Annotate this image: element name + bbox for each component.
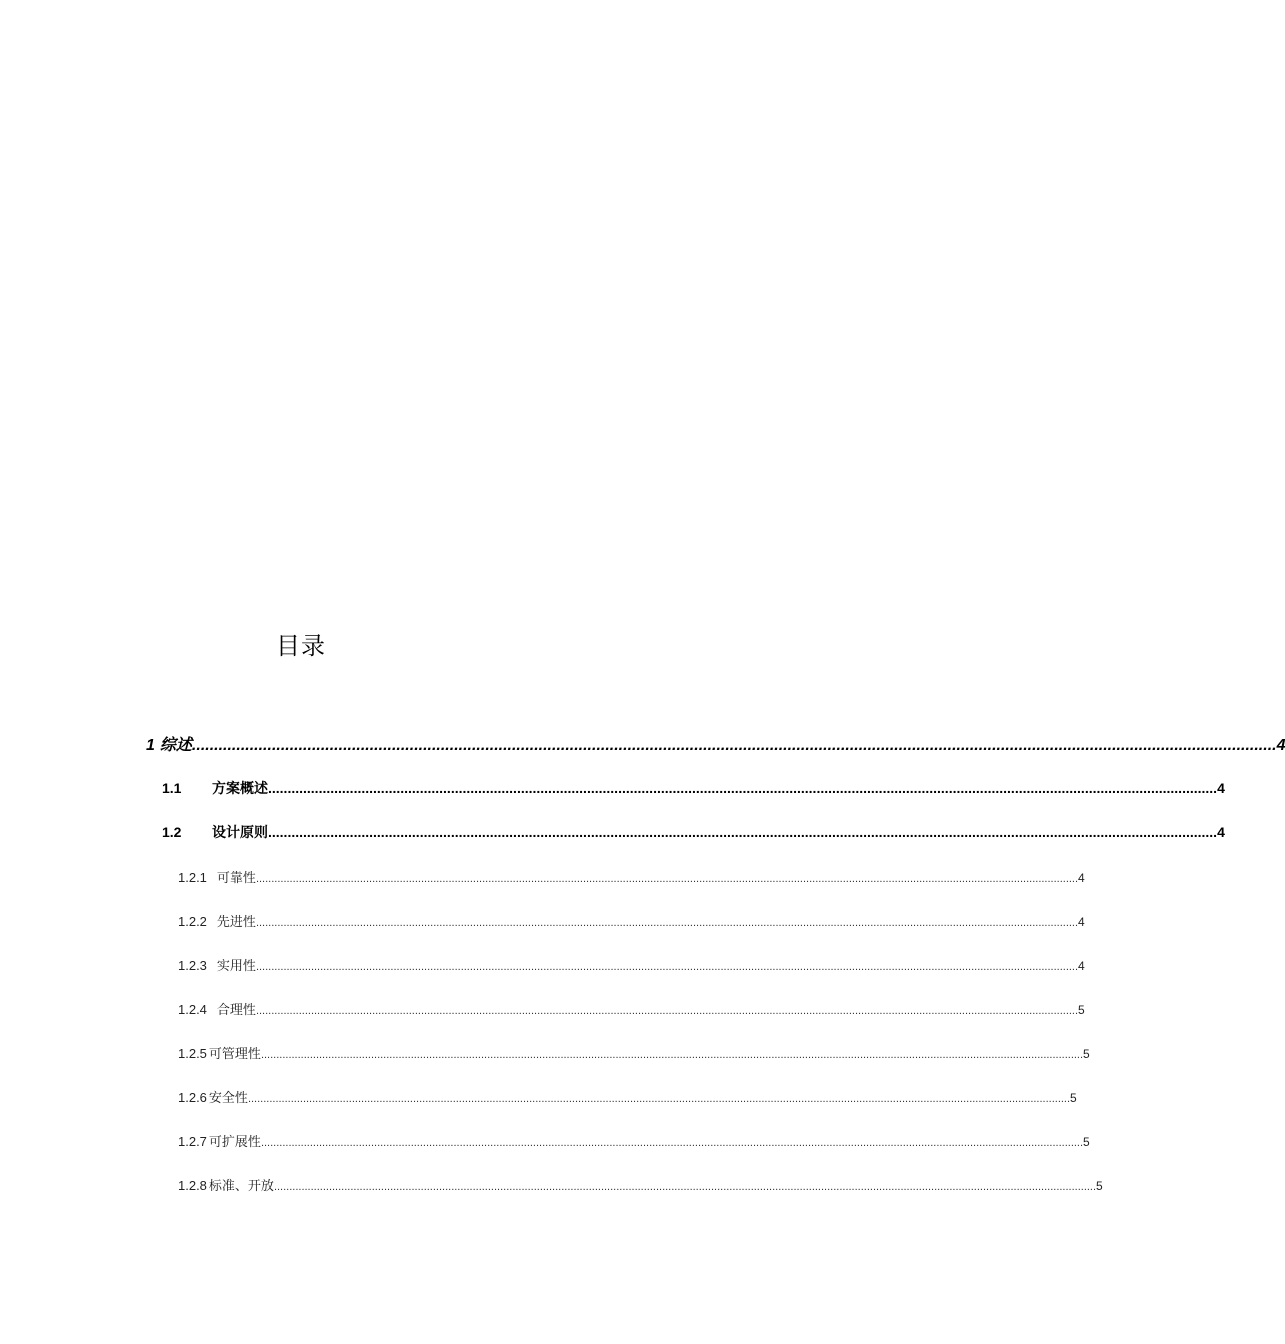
- toc-entry-1-2-8[interactable]: [178, 1175, 1103, 1194]
- toc-entry-number: 1.2.6: [178, 1090, 207, 1105]
- toc-entry-page: 5: [1070, 1091, 1077, 1105]
- toc-leader-dots: .............................................................................................................................................................................................................................................................................: [255, 873, 1079, 885]
- toc-entry-number: 1.2.7: [178, 1134, 207, 1149]
- toc-entry-page: 5: [1083, 1135, 1090, 1149]
- toc-entry-page: 5: [1078, 1003, 1085, 1017]
- toc-entry-text: 合理性: [216, 1002, 256, 1017]
- toc-entry-1-2[interactable]: [162, 822, 1225, 842]
- toc-entry-text: 综述: [159, 737, 192, 754]
- toc-entry-page: 4: [1078, 959, 1085, 973]
- toc-entry-1[interactable]: [146, 732, 1285, 755]
- toc-leader-dots: .............................................................................................................................................................................................................................................................................: [255, 1005, 1079, 1017]
- toc-entry-text: 可扩展性: [208, 1134, 261, 1149]
- toc-entry-1-2-7[interactable]: [178, 1131, 1090, 1150]
- toc-entry-page: 5: [1083, 1047, 1090, 1061]
- toc-entry-number: 1.2.3: [178, 958, 207, 973]
- toc-entry-text: 可管理性: [208, 1046, 261, 1061]
- toc-entry-number: 1.2.8: [178, 1178, 207, 1193]
- toc-title: 目录: [276, 632, 326, 660]
- toc-entry-number: 1.2: [162, 824, 182, 840]
- toc-entry-1-1[interactable]: [162, 778, 1225, 798]
- toc-entry-1-2-4[interactable]: [178, 999, 1085, 1018]
- toc-entry-page: 4: [1078, 915, 1085, 929]
- toc-entry-text: 设计原则: [212, 824, 268, 840]
- toc-leader-dots: ....................................................................................................................................................................................................................................................: [268, 780, 1218, 796]
- toc-entry-1-2-5[interactable]: [178, 1043, 1090, 1062]
- toc-entry-page: 4: [1078, 871, 1085, 885]
- toc-entry-1-2-6[interactable]: [178, 1087, 1077, 1106]
- toc-entry-page: 5: [1096, 1179, 1103, 1193]
- toc-entry-number: 1.2.4: [178, 1002, 207, 1017]
- toc-entry-number: 1.1: [162, 780, 182, 796]
- toc-entry-text: 实用性: [216, 958, 256, 973]
- toc-leader-dots: .............................................................................................................................................................................................................................................................................: [255, 917, 1079, 929]
- toc-entry-page: 4: [1217, 824, 1225, 840]
- toc-entry-text: 可靠性: [216, 870, 256, 885]
- toc-entry-page: 4: [1217, 780, 1225, 796]
- toc-entry-1-2-1[interactable]: [178, 867, 1085, 886]
- toc-entry-1-2-3[interactable]: [178, 955, 1085, 974]
- toc-entry-1-2-2[interactable]: [178, 911, 1085, 930]
- toc-leader-dots: .............................................................................................................................................................................................................................................................................: [255, 961, 1079, 973]
- toc-entry-number: 1.2.5: [178, 1046, 207, 1061]
- toc-leader-dots: .............................................................................................................................................................................................................................................................................: [273, 1181, 1097, 1193]
- toc-entry-number: 1.2.2: [178, 914, 207, 929]
- toc-leader-dots: .............................................................................................................................................................................................................................................................................: [247, 1093, 1071, 1105]
- toc-leader-dots: .............................................................................................................................................................................................................................................................................: [260, 1049, 1084, 1061]
- toc-entry-text: 方案概述: [212, 780, 268, 796]
- toc-entry-text: 先进性: [216, 914, 256, 929]
- toc-entry-text: 安全性: [208, 1090, 248, 1105]
- toc-entry-text: 标准、开放: [208, 1178, 274, 1193]
- toc-leader-dots: .............................................................................................................................................................................................................................................................................: [260, 1137, 1084, 1149]
- toc-entry-page: 4: [1276, 737, 1285, 754]
- toc-entry-number: 1.2.1: [178, 870, 207, 885]
- toc-leader-dots: ....................................................................................................................................................................................................................................................: [191, 737, 1277, 754]
- toc-leader-dots: ....................................................................................................................................................................................................................................................: [268, 824, 1218, 840]
- toc-entry-number: 1: [146, 737, 155, 754]
